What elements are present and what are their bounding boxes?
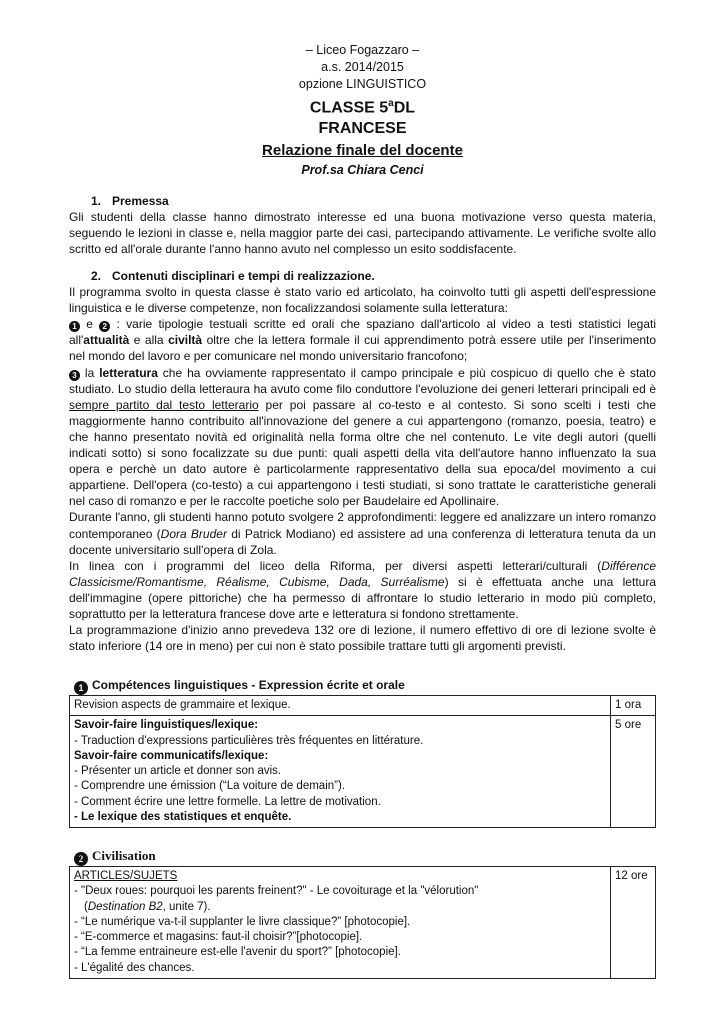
table-title-competences: 1 Compétences linguistiques - Expression écrite et orale bbox=[74, 678, 405, 695]
section-contenuti bbox=[69, 268, 656, 654]
contenuti-paragraph-1: 1 e 2 : varie tipologie testuali scritte ed orali che spaziano dall'articolo al video a testi statistici legati all'attualità e alla civiltà oltre che la lettera formale il cui apprendimento potrà essere utile per l'inserimento nel mondo del lavoro e per comunicare nel mondo universitario francofono; bbox=[69, 317, 657, 364]
table-row bbox=[70, 867, 656, 979]
table-cell: Revision aspects de grammaire et lexique. bbox=[70, 696, 611, 716]
table-row bbox=[70, 716, 656, 828]
table-cell: ARTICLES/SUJETS - "Deux roues: pourquoi les parents freinent?" - Le covoiturage et la "vélorution" (Destination B2, unite 7). - “Le numérique va-t-il supplanter le livre classique?” [photocopie]. - “E-commerce et magasins: faut-il choisir?”[photocopie]. - “La femme entraineure est-elle l'avenir du sport?” [photocopie]. - L'égalité des chances. bbox=[70, 867, 611, 979]
school-year: a.s. 2014/2015 bbox=[321, 60, 404, 74]
hours-cell: 12 ore bbox=[611, 867, 656, 979]
hours-cell: 5 ore bbox=[611, 716, 656, 828]
contenuti-paragraph-5: La programmazione d'inizio anno prevedeva 132 ore di lezione, il numero effettivo di ore di lezione svolte è stato inferiore (14 ore in meno) per cui non è stato possibile trattare tutti gli argomenti previsti. bbox=[69, 623, 656, 654]
report-title: Relazione finale del docente bbox=[262, 142, 463, 160]
circled-number-icon: 3 bbox=[69, 370, 80, 381]
civilisation-table bbox=[69, 866, 656, 979]
hours-cell: 1 ora bbox=[611, 696, 656, 716]
circled-number-icon: 1 bbox=[69, 321, 80, 332]
table-row bbox=[70, 696, 656, 716]
contenuti-paragraph-3: Durante l'anno, gli studenti hanno potuto svolgere 2 approfondimenti: leggere ed analizzare un intero romanzo contemporaneo (Dora Bruder di Patrick Modiano) ed assistere ad una conferenza di letteratura tenuta da un docente universitario sull'opera di Zola. bbox=[69, 510, 656, 557]
competences-table bbox=[69, 695, 656, 828]
table-cell: Savoir-faire linguistiques/lexique: - Traduction d'expressions particulières très fréquentes en littérature. Savoir-faire communicatifs/lexique: - Présenter un article et donner son avis. - Comprendre une émission (“La voiture de demain”). - Comment écrire une lettre formelle. La lettre de motivation. - Le lexique des statistiques et enquête. bbox=[70, 716, 611, 828]
contenuti-paragraph-2: 3 la letteratura che ha ovviamente rappresentato il campo principale e più cospicuo di quello che è stato studiato. Lo studio della letteraura ha avuto come filo conduttore l'evoluzione dei generi letterari principali ed è sempre partito dal testo letterario per poi passare al co-testo e al contesto. Si sono scelti i testi che maggiormente hanno contribuito all'innovazione del genere a cui appartengono (romanzo, poesia, teatro) e che hanno presentato novità ed originalità nella forma oltre che nel contenuto. Le vite degli autori (quelli indicati sotto) si sono focalizzate su due punti: quali aspetti della vita dell'autore hanno influenzato la sua opera e perchè un dato autore è particolarmente rappresentativo della sua epoca/del movimento a cui appartiene. Dell'opera (co-testo) a cui appartengono i testi studiati, si sono trattate le caratteristiche generali nel caso di romanzo e per le raccolte poetiche solo per Baudelaire ed Apollinaire. bbox=[69, 365, 656, 509]
premessa-text: Gli studenti della classe hanno dimostrato interesse ed una buona motivazione verso questa materia, seguendo le lezioni in classe e, nella maggior parte dei casi, partecipando attivamente. Le verifiche svolte allo scritto ed all'orale durante l'anno hanno avuto nel complesso un esito soddisfacente. bbox=[69, 210, 656, 257]
document-header bbox=[0, 42, 725, 179]
circled-number-icon: 1 bbox=[74, 681, 88, 695]
teacher-name: Prof.sa Chiara Cenci bbox=[301, 163, 424, 178]
circled-number-icon: 2 bbox=[99, 321, 110, 332]
section-title-premessa: 1. Premessa bbox=[91, 194, 169, 208]
class-title: CLASSE 5$^a$DL bbox=[309, 98, 416, 117]
section-premessa bbox=[69, 193, 656, 257]
contenuti-intro: Il programma svolto in questa classe è stato vario ed articolato, ha coinvolto tutti gli aspetti dell'espressione linguistica e le diverse competenze, non focalizzandosi solamente sulla letteratura: bbox=[69, 285, 656, 316]
section-title-contenuti: 2. Contenuti disciplinari e tempi di realizzazione. bbox=[91, 269, 375, 283]
school-name: – Liceo Fogazzaro – bbox=[305, 43, 420, 57]
circled-number-icon: 2 bbox=[74, 852, 88, 866]
contenuti-paragraph-4: In linea con i programmi del liceo della Riforma, per diversi aspetti letterari/culturali (Différence Classicisme/Romantisme, Réalisme, Cubisme, Dada, Surréalisme) si è effettuata anche una lettura dell'immagine (opere pittoriche) che ha permesso di affrontare lo studio letterario in modo più completo, soprattutto per la letteratura francese dove arte e letteratura si fondono strettamente. bbox=[69, 558, 656, 621]
subject-title: FRANCESE bbox=[318, 120, 407, 138]
table-title-civilisation: 2 Civilisation bbox=[74, 848, 156, 866]
school-option: opzione LINGUISTICO bbox=[298, 77, 427, 91]
